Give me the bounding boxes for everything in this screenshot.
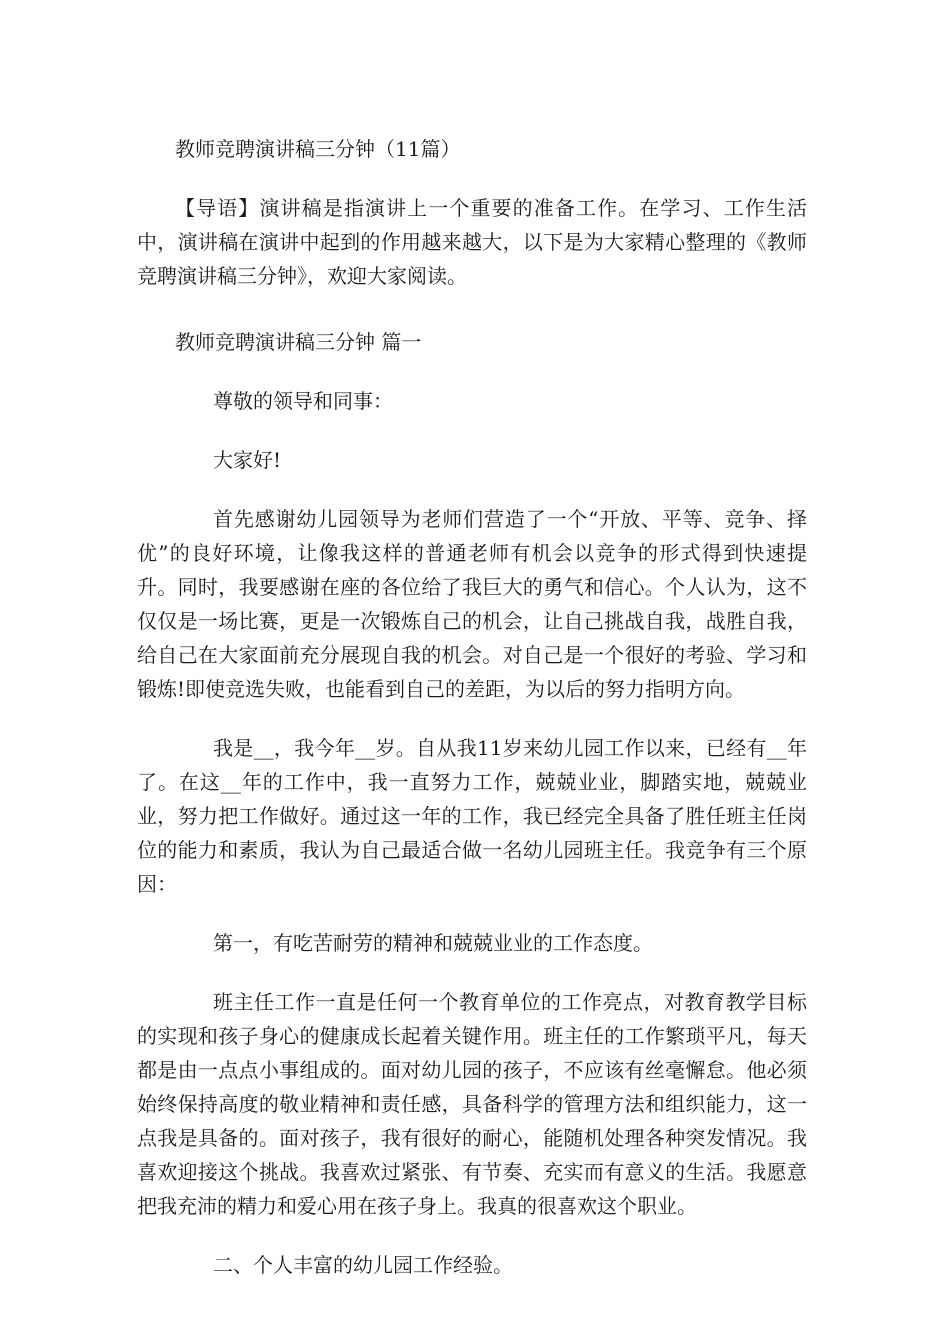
section-title: 教师竞聘演讲稿三分钟 篇一 (175, 330, 422, 354)
salutation: 尊敬的领导和同事： (213, 389, 393, 413)
document-title: 教师竞聘演讲稿三分钟（11篇） (175, 137, 461, 161)
intro-paragraph: 【导语】演讲稿是指演讲上一个重要的准备工作。在学习、工作生活中，演讲稿在演讲中起到的作用越来越大，以下是为大家精心整理的《教师竞聘演讲稿三分钟》，欢迎大家阅读。 (137, 196, 807, 288)
greeting: 大家好! (213, 448, 282, 472)
body-paragraph-1: 首先感谢幼儿园领导为老师们营造了一个“开放、平等、竞争、择优”的良好环境，让像我这样的普通老师有机会以竞争的形式得到快速提升。同时，我要感谢在座的各位给了我巨大的勇气和信心。个人认为，这不仅仅是一场比赛，更是一次锻炼自己的机会，让自己挑战自我，战胜自我，给自己在大家面前充分展现自我的机会。对自己是一个很好的考验、学习和锻炼!即使竞选失败，也能看到自己的差距，为以后的努力指明方向。 (137, 507, 807, 701)
body-paragraph-2: 我是__，我今年__岁。自从我11岁来幼儿园工作以来，已经有__年了。在这__年的工作中，我一直努力工作，兢兢业业，脚踏实地，兢兢业业，努力把工作做好。通过这一年的工作，我已经完全具备了胜任班主任岗位的能力和素质，我认为自己最适合做一名幼儿园班主任。我竞争有三个原因： (137, 736, 807, 896)
body-paragraph-4: 班主任工作一直是任何一个教育单位的工作亮点，对教育教学目标的实现和孩子身心的健康成长起着关键作用。班主任的工作繁琐平凡，每天都是由一点点小事组成的。面对幼儿园的孩子，不应该有丝毫懈怠。他必须始终保持高度的敬业精神和责任感，具备科学的管理方法和组织能力，这一点我是具备的。面对孩子，我有很好的耐心，能随机处理各种突发情况。我喜欢迎接这个挑战。我喜欢过紧张、有节奏、充实而有意义的生活。我愿意把我充沛的精力和爱心用在孩子身上。我真的很喜欢这个职业。 (137, 990, 807, 1218)
body-paragraph-3: 第一，有吃苦耐劳的精神和兢兢业业的工作态度。 (213, 931, 653, 955)
body-paragraph-5: 二、个人丰富的幼儿园工作经验。 (213, 1253, 513, 1277)
document-page (137, 132, 807, 1282)
